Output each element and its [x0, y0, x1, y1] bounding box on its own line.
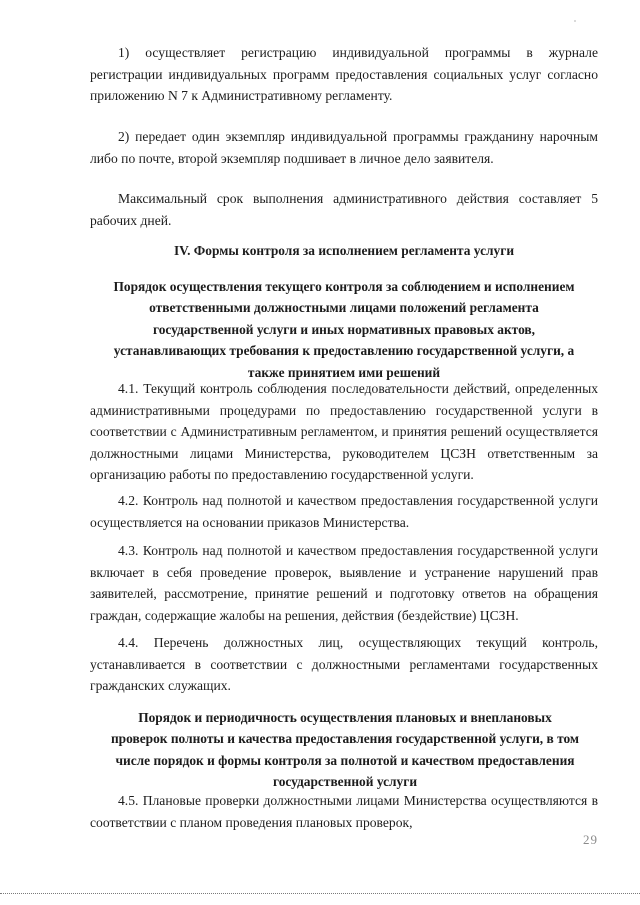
clause-4-4: 4.4. Перечень должностных лиц, осуществляющих текущий контроль, устанавливается в соответствии с должностными регламентами государственных гражданских служащих.: [90, 635, 598, 694]
scan-edge-line: [0, 893, 640, 894]
clause-4-1: 4.1. Текущий контроль соблюдения последовательности действий, определенных административными процедурами по предоставлению государственной услуги в соответствии с Административным регламентом, и принятия решений осуществляется должностными лицами Министерства, руководителем ЦСЗН ответственным за организацию работы по предоставлению государственной услуги.: [90, 381, 598, 483]
clause-4-5: 4.5. Плановые проверки должностными лицами Министерства осуществляются в соответствии с планом проведения плановых проверок,: [90, 793, 598, 830]
clause-4-3: 4.3. Контроль над полнотой и качеством предоставления государственной услуги включает в себя проведение проверок, выявление и устранение нарушений прав заявителей, рассмотрение, принятие решений и подготовку ответов на обращения граждан, содержащие жалобы на решения, действия (бездействие) ЦСЗН.: [90, 543, 598, 623]
paragraph-transfer: 2) передает один экземпляр индивидуальной программы гражданину нарочным либо по почте, второй экземпляр подшивает в личное дело заявителя.: [90, 129, 598, 166]
section-heading: IV. Формы контроля за исполнением регламента услуги: [173, 243, 515, 258]
scan-speck: [574, 20, 576, 22]
paragraph-deadline: Максимальный срок выполнения административного действия составляет 5 рабочих дней.: [90, 191, 598, 228]
paragraph-registration: 1) осуществляет регистрацию индивидуальной программы в журнале регистрации индивидуальных программ предоставления социальных услуг согласно приложению N 7 к Административному регламенту.: [90, 45, 598, 104]
subheading-inspections: Порядок и периодичность осуществления плановых и внеплановых проверок полноты и качества предоставления государственной услуги, в том числе порядок и формы контроля за полнотой и качеством предоставления государственной услуги: [110, 710, 580, 790]
clause-4-2: 4.2. Контроль над полнотой и качеством предоставления государственной услуги осуществляется на основании приказов Министерства.: [90, 493, 598, 530]
page-number: 29: [583, 832, 598, 847]
subheading-current-control: Порядок осуществления текущего контроля за соблюдением и исполнением ответственными должностными лицами положений регламента государственной услуги и иных нормативных правовых актов, устанавливающих требования к предоставлению государственной услуги, а также принятием ими решений: [113, 279, 575, 380]
